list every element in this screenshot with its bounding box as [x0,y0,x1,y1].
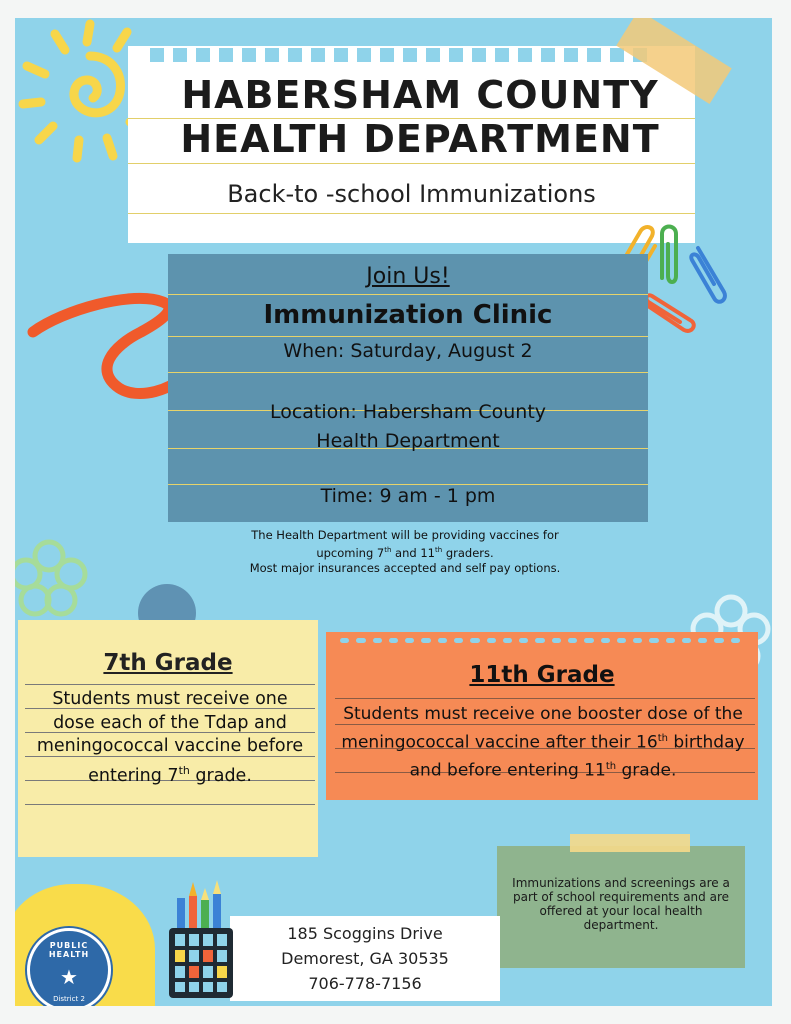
grade11-heading: 11th Grade [469,662,615,688]
grade7-body: Students must receive one dose each of the Tdap and meningococcal vaccine before entering 7th grade. [36,689,304,786]
public-health-logo: PUBLIC HEALTH ★ District 2 [27,928,111,1006]
flower-icon [15,538,89,618]
paper-holes [340,638,740,643]
address-street: 185 Scoggins Drive [287,924,443,943]
clinic-time: Time: 9 am - 1 pm [320,485,496,507]
grade7-heading: 7th Grade [103,650,233,676]
clinic-title: Immunization Clinic [263,300,553,330]
address-phone: 706-778-7156 [308,974,422,993]
page-subtitle: Back-to -school Immunizations [227,180,596,208]
page-title: HABERSHAM COUNTY HEALTH DEPARTMENT [180,73,660,161]
grade11-body: Students must receive one booster dose of the meningococcal vaccine after their 16th birthday and before entering 11th grade. [341,704,745,781]
paper-holes [150,48,670,64]
note-text: Immunizations and screenings are a part of school requirements and are offered at your local health department. [512,876,730,932]
clinic-date: When: Saturday, August 2 [283,340,533,362]
join-us: Join Us! [366,264,450,289]
address-city: Demorest, GA 30535 [281,949,449,968]
address-block [230,921,500,996]
clinic-location: Location: Habersham County Health Department [269,401,547,452]
description: The Health Department will be providing vaccines for upcoming 7th and 11th graders. Most major insurances accepted and self pay options. [249,528,561,575]
pencil-cup-icon [163,878,243,1003]
poster [15,18,772,1006]
tape-strip [570,834,690,852]
